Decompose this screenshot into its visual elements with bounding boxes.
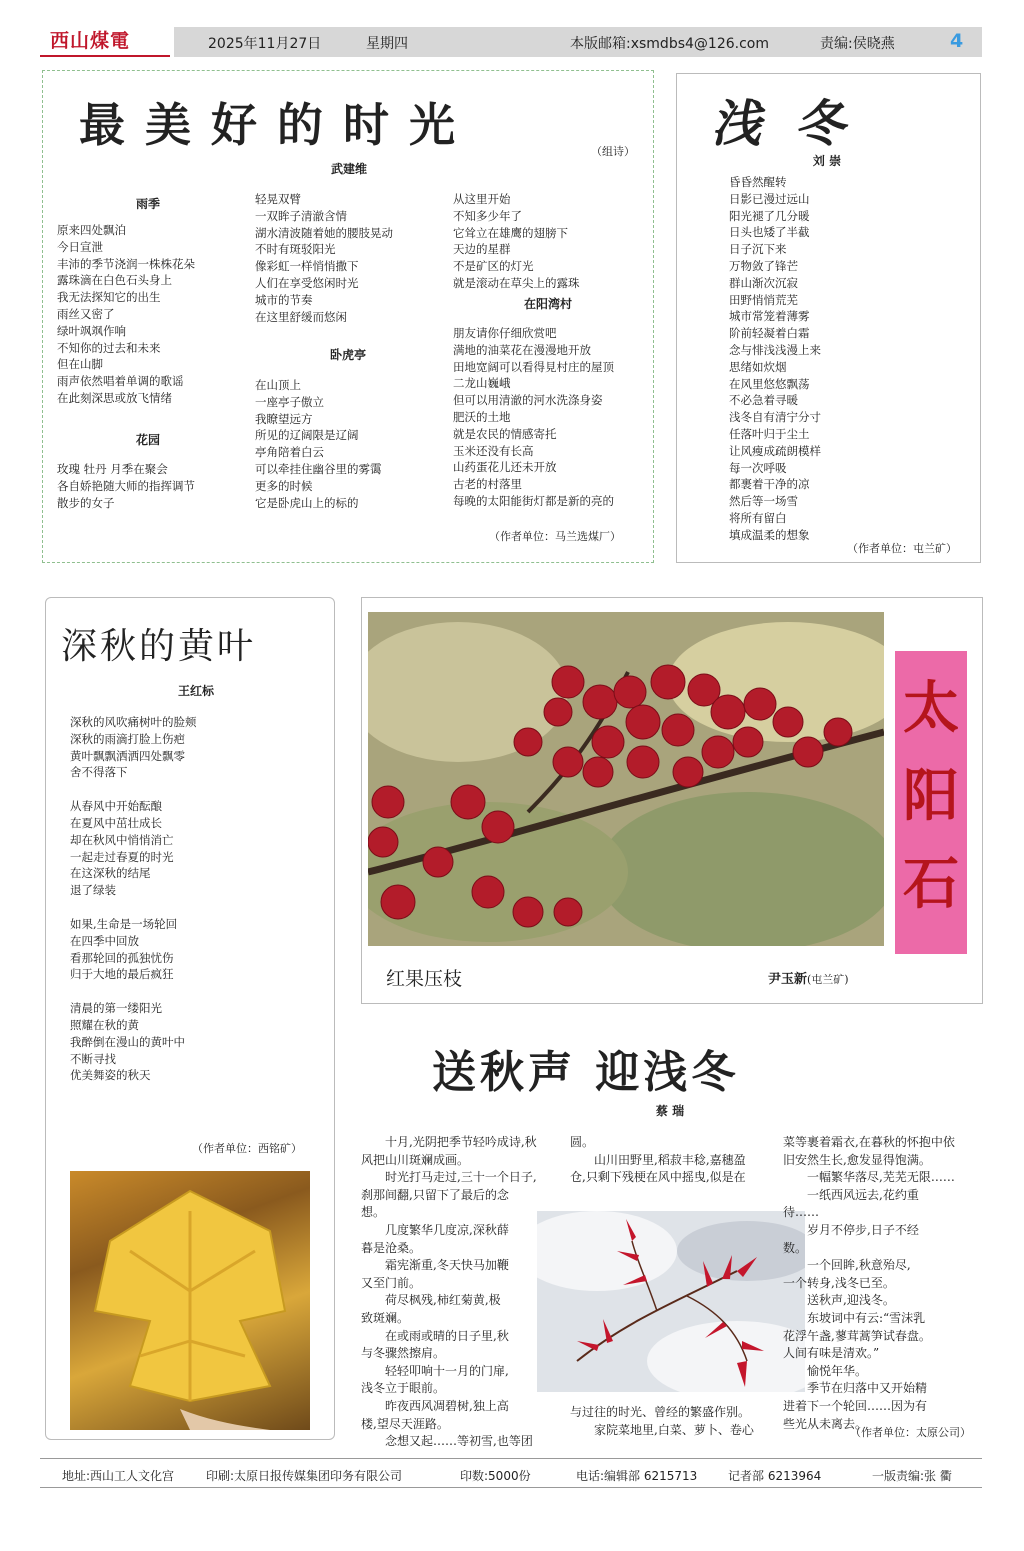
photo-feature-box	[361, 597, 983, 1004]
page-footer	[40, 1458, 982, 1488]
newspaper-logo: 西山煤電	[50, 30, 131, 52]
essay-column-3: 菜等裹着霜衣,在暮秋的怀抱中依 旧安然生长,愈发显得饱满。 一幅繁华落尽,芜芜无限…… 一纸西风远去,花约重 待…… 岁月不停步,日子不经 数。 一个回眸,秋意殆尽, 一个转身,浅冬已至。 送秋声,迎浅冬。 东坡词中有云:“雪沫乳 花浮午盏,蓼茸蒿笋试春盘。 人间有味是清欢。” 愉悦年华。 季节在归落中又开始精 进着下一个轮回……因为有 些光从未离去。	[783, 1135, 955, 1431]
poem-author: 刘 崇	[812, 154, 842, 168]
section-title-rainy-season: 雨季	[135, 197, 160, 211]
column-name-banner	[895, 651, 967, 954]
poem-source: （作者单位：屯兰矿）	[847, 542, 957, 555]
issue-weekday: 星期四	[366, 36, 408, 52]
red-fruit-photo	[368, 612, 884, 946]
section-title-garden: 花园	[135, 433, 160, 447]
photo-credit: 尹玉新(屯兰矿)	[768, 972, 849, 987]
footer-chief-editor: 一版责编:张 衢	[872, 1469, 952, 1483]
header-bar	[174, 27, 982, 57]
poem-genre: （组诗）	[591, 145, 635, 158]
section-title-wohu-pavilion: 卧虎亭	[329, 348, 366, 362]
stanza: 如果,生命是一场轮回 在四季中回放 看那轮回的孤独忧伤 归于大地的最后疯狂	[70, 916, 178, 982]
poem-early-winter-box	[676, 73, 981, 563]
stanza: 从春风中开始酝酿 在夏风中茁壮成长 却在秋风中悄悄消亡 一起走过春夏的时光 在这深秋的结尾 退了绿装	[70, 799, 174, 898]
stanza: 清晨的第一缕阳光 照耀在秋的黄 我醉倒在漫山的黄叶中 不断寻找 优美舞姿的秋天	[70, 1001, 185, 1083]
poem-author: 武建维	[330, 162, 367, 176]
poem-title: 浅 冬	[711, 94, 853, 153]
essay-column-2-bottom: 与过往的时光、曾经的繁盛作别。 家院菜地里,白菜、萝卜、卷心	[570, 1405, 754, 1437]
photo-caption: 红果压枝	[386, 968, 463, 990]
poem-column-2a: 轻晃双臂 一双眸子清澈含情 湖水清波随着她的腰肢晃动 不时有斑驳阳光 像彩虹一样悄悄撒下 人们在享受悠闲时光 城市的节奏 在这里舒缓而悠闲	[255, 192, 393, 324]
page-editor: 责编:侯晓燕	[820, 36, 895, 52]
section-garden: 玫瑰 牡丹 月季在聚会 各自娇艳随大师的指挥调节 散步的女子	[57, 462, 195, 510]
essay-column-1: 十月,光阴把季节轻吟成诗,秋 风把山川斑斓成画。 时光打马走过,三十一个日子, 刹那间翻,只留下了最后的念 想。 几度繁华几度凉,深秋薛 暮是沧桑。 霜宪渐重,冬天快马加鞭 又至门前。 荷尽枫残,柿红菊黄,极 致斑斓。 在或雨或晴的日子里,秋 与冬骤然擦肩。 轻轻叩响十一月的门扉, 浅冬立于眼前。 昨夜西风凋碧树,独上高 楼,望尽天涯路。 念想又起……等初雪,也等团	[361, 1135, 537, 1449]
yellow-leaf-photo	[70, 1171, 310, 1430]
section-title-yangwan-village: 在阳湾村	[523, 297, 572, 311]
poem-best-time-box	[42, 70, 654, 563]
poem-author: 王红标	[177, 684, 214, 698]
essay-source: （作者单位：太原公司）	[850, 1426, 971, 1439]
essay-author: 蔡 瑞	[655, 1104, 685, 1118]
stanza: 深秋的风吹痛树叶的脸颊 深秋的雨滴打脸上伤疤 黄叶飘飘洒洒四处飘零 舍不得落下	[70, 715, 197, 780]
section-rainy-season: 原来四处飘泊 今日宣泄 丰沛的季节浇润一株株花朵 露珠滴在白色石头身上 我无法探知它的出生 雨丝又密了 绿叶飒飒作响 不知你的过去和未来 但在山脚 雨声依然唱着单调的歌谣 在此刻深思或放飞情绪	[57, 223, 195, 405]
section-wohu-pavilion: 在山顶上 一座亭子傲立 我瞭望远方 所见的辽阔限是辽阔 亭角陪着白云 可以牵挂住幽谷里的雾霭 更多的时候 它是卧虎山上的标的	[255, 378, 382, 510]
footer-address: 地址:西山工人文化宫	[62, 1469, 175, 1483]
poem-title: 最 美 好 的 时 光	[79, 98, 458, 152]
footer-phone-editorial: 电话:编辑部 6215713	[576, 1469, 698, 1483]
page-number: 4	[950, 30, 964, 52]
logo-underline	[40, 55, 170, 57]
poem-body: 昏昏然醒转 日影已漫过远山 阳光褪了几分暖 日头也矮了半截 日子沉下来 万物敛了锋芒 群山渐次沉寂 田野悄悄荒芜 城市常笼着薄雾 阶前轻凝着白霜 念与悱浅浅漫上来 思绪如炊烟 在风里悠悠飘荡 不必急着寻暖 浅冬自有清宁分寸 任落叶归于尘土 让风瘦成疏朗模样 每一次呼吸 都裹着干净的凉 然后等一场雪 将所有留白 填成温柔的想象	[729, 175, 821, 542]
footer-copies: 印数:5000份	[460, 1469, 531, 1483]
poem-body	[70, 714, 197, 1084]
poem-title: 深秋的黄叶	[61, 626, 257, 667]
column-name: 太阳石	[903, 676, 959, 917]
page-email[interactable]: 本版邮箱:xsmdbs4@126.com	[570, 36, 769, 52]
issue-date: 2025年11月27日	[208, 36, 322, 52]
poem-column-3a: 从这里开始 不知多少年了 它耸立在雄鹰的翅膀下 天边的星群 不是矿区的灯光 就是滚动在草尖上的露珠	[453, 192, 580, 290]
red-leaves-snow-photo	[537, 1211, 805, 1392]
poem-source: （作者单位：马兰选煤厂）	[489, 530, 621, 543]
footer-phone-reporter: 记者部 6213964	[728, 1469, 822, 1483]
section-yangwan-village: 朋友请你仔细欣赏吧 满地的油菜花在漫漫地开放 田地宽阔可以看得見村庄的屋顶 二龙山巍峨 但可以用清澈的河水洗涤身姿 肥沃的土地 就是农民的情感寄托 玉米还没有长高 山药蛋花儿还未开放 古老的村落里 每晚的太阳能街灯都是新的亮的	[453, 326, 614, 508]
poem-source: （作者单位：西铭矿）	[192, 1142, 302, 1155]
essay-title: 送秋声 迎浅冬	[432, 1047, 740, 1098]
poem-late-autumn-leaves-box	[45, 597, 335, 1440]
footer-printer: 印刷:太原日报传媒集团印务有限公司	[206, 1469, 403, 1483]
page-header	[40, 24, 982, 60]
essay-column-2-top: 圆。 山川田野里,稻菽丰稔,嘉穗盈 仓,只剩下残梗在风中摇曳,似是在	[570, 1135, 746, 1185]
